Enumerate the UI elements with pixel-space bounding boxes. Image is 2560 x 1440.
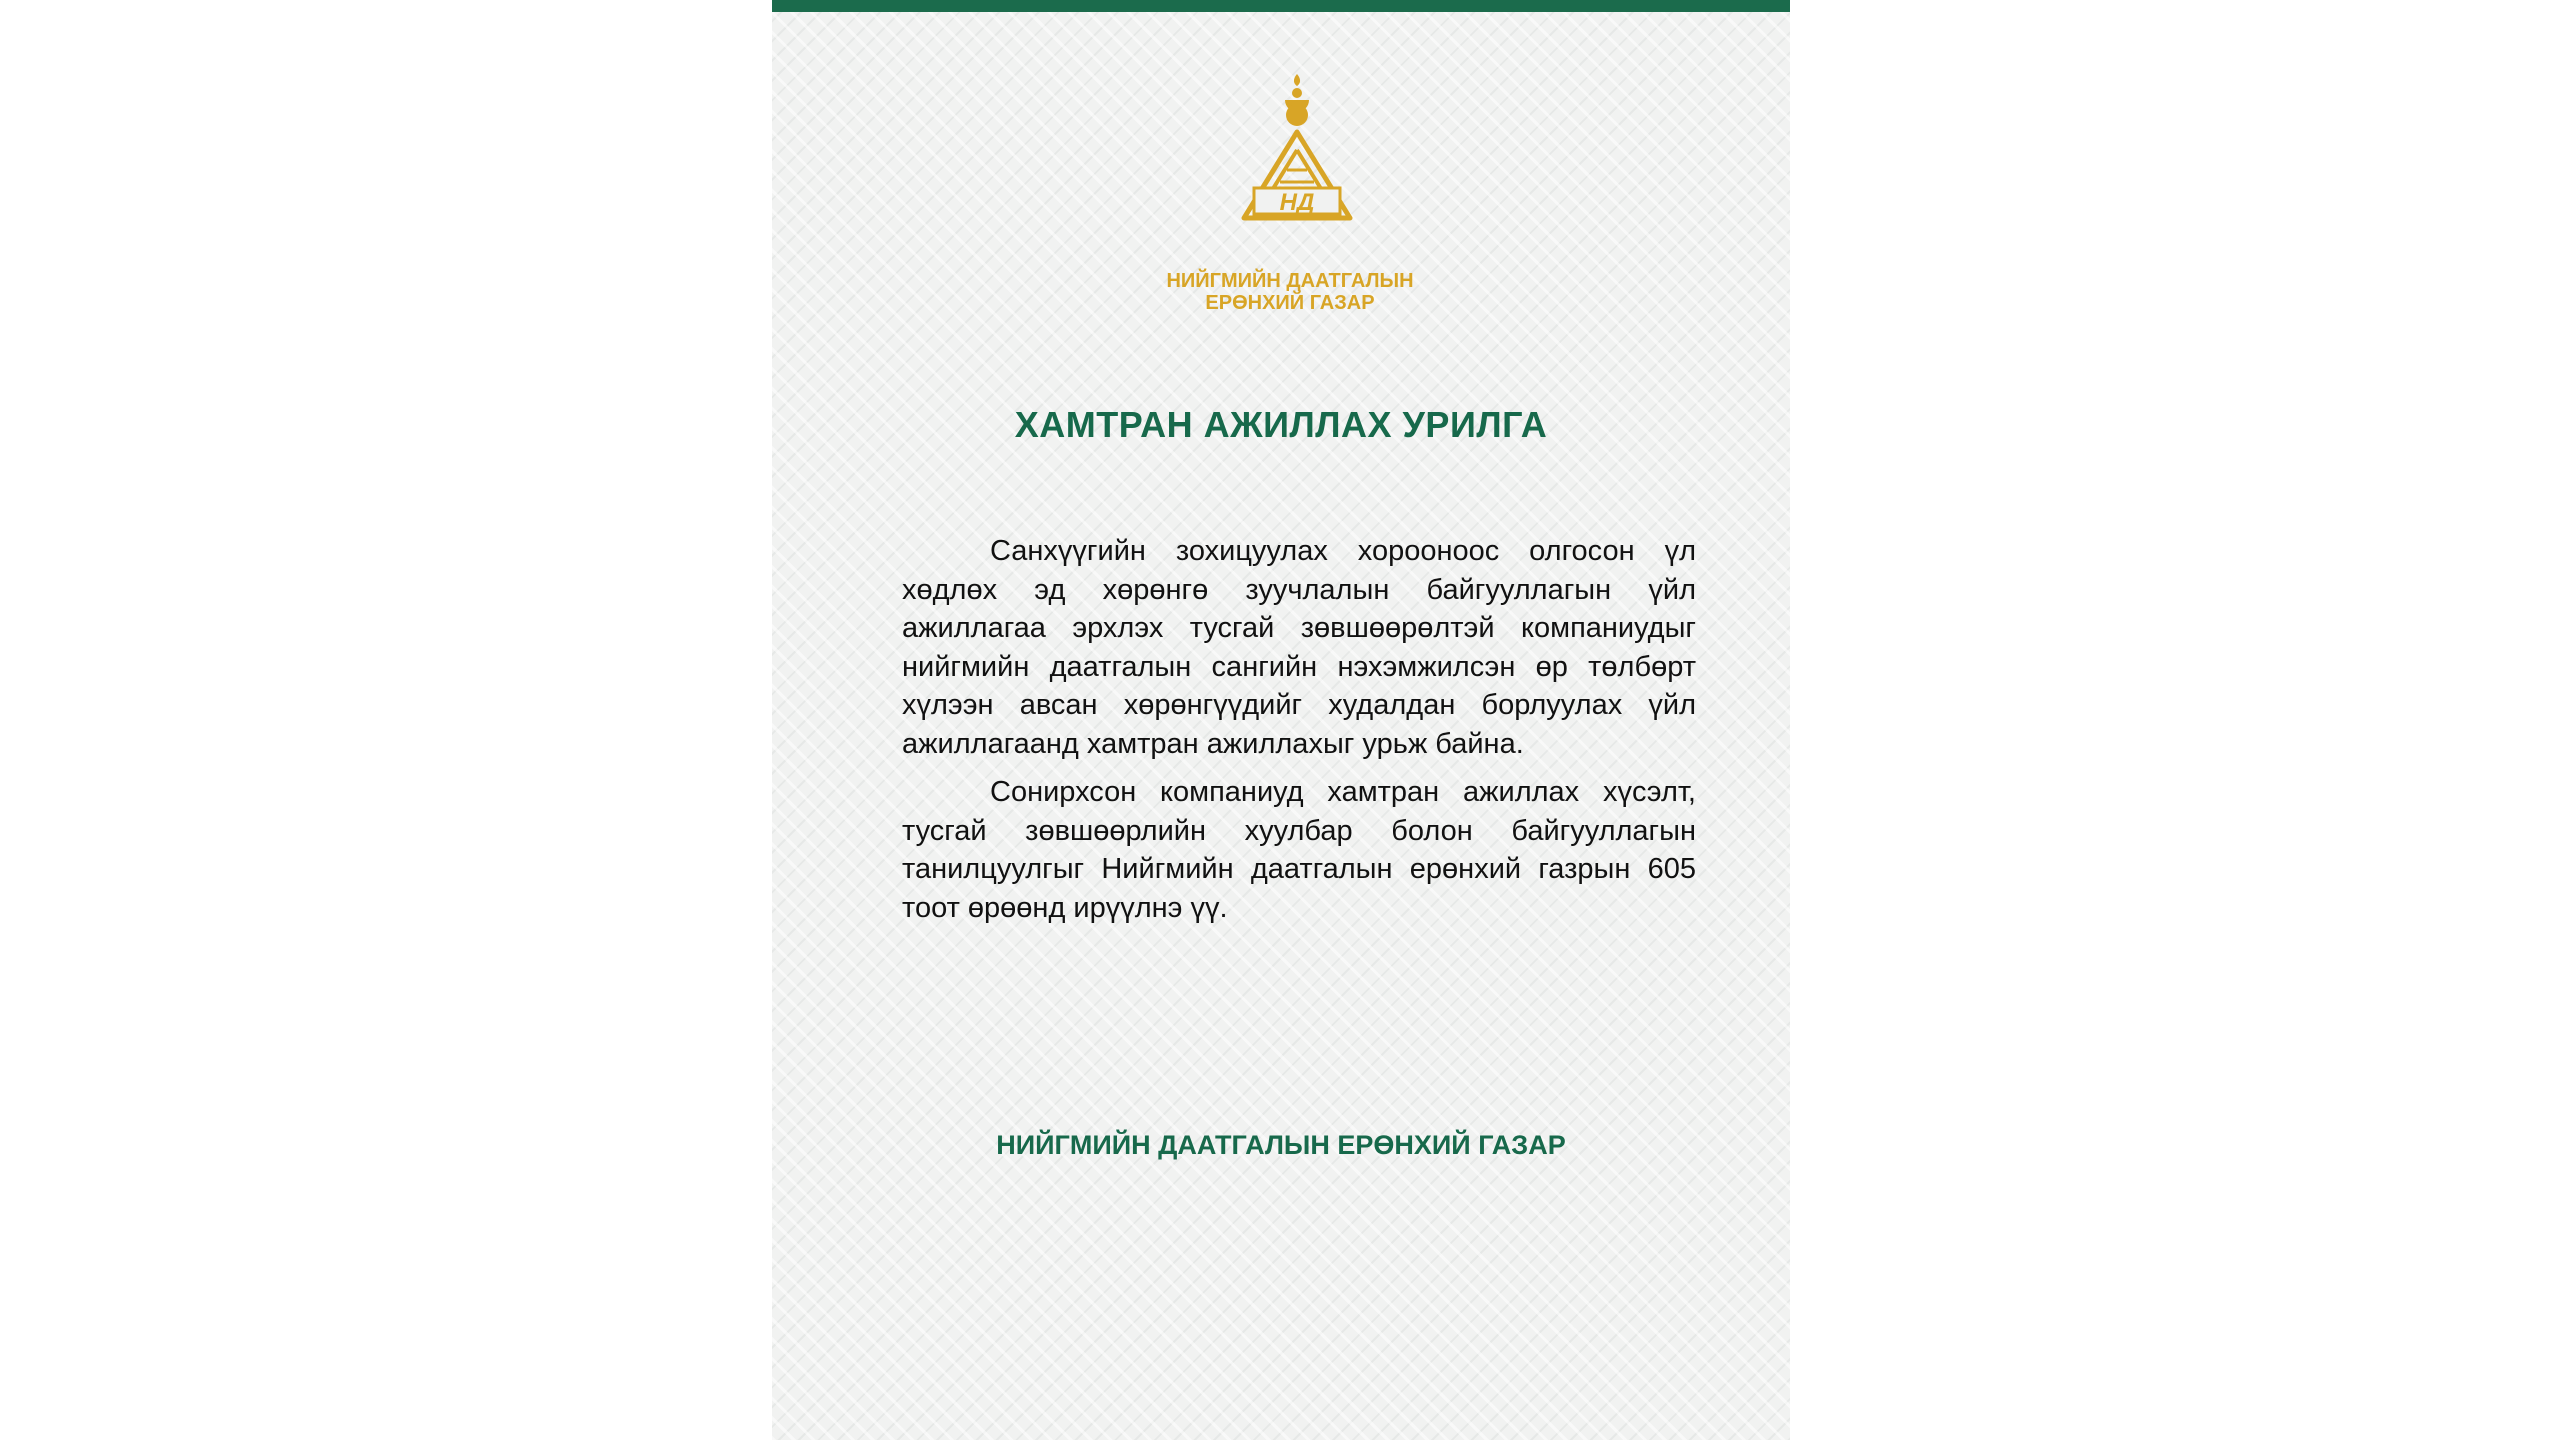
logo-letters: НД [1279, 189, 1315, 216]
signature-org-name: НИЙГМИЙН ДААТГАЛЫН ЕРӨНХИЙ ГАЗАР [996, 1130, 1566, 1160]
ndeg-emblem-icon [1232, 70, 1362, 230]
document-page [772, 0, 1790, 1440]
document-body [902, 532, 1696, 937]
top-accent-bar [772, 0, 1790, 12]
org-name-line1: НИЙГМИЙН ДААТГАЛЫН [1166, 270, 1414, 292]
document-title: ХАМТРАН АЖИЛЛАХ УРИЛГА [1014, 404, 1548, 445]
body-paragraph: Сонирхсон компаниуд хамтран ажиллах хүсэлт, тусгай зөвшөөрлийн хуулбар болон байгууллагын танилцуулгыг Нийгмийн даатгалын ерөнхий газрын 605 тоот өрөөнд ирүүлнэ үү. [902, 776, 1696, 924]
body-paragraph: Санхүүгийн зохицуулах хорооноос олгосон үл хөдлөх эд хөрөнгө зуучлалын байгууллагын үйл ажиллагаа эрхлэх тусгай зөвшөөрөлтэй компаниудыг нийгмийн даатгалын сангийн нэхэмжилсэн өр төлбөрт хүлээн авсан хөрөнгүүдийг худалдан борлуулах үйл ажиллагаанд хамтран ажиллахыг урьж байна. [902, 535, 1696, 760]
org-name-line2: ЕРӨНХИЙ ГАЗАР [1205, 292, 1375, 314]
